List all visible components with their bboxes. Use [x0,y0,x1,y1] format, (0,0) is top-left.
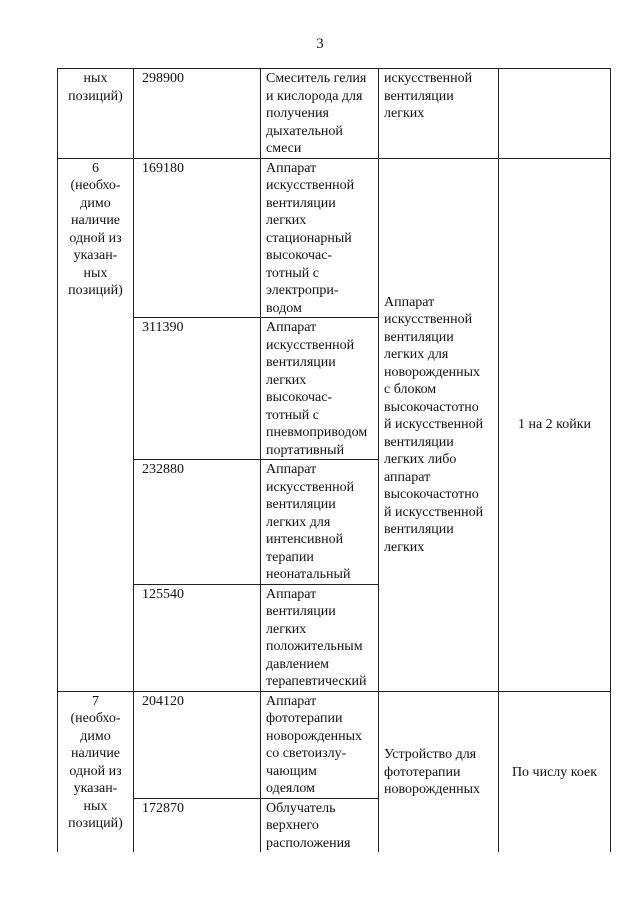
norm-cell [499,69,611,159]
table-row [58,158,611,318]
name-cell: Аппарат искусственной вентиляции легких для интенсивной терапии неонатальный [261,460,379,585]
equipment-table [57,68,611,852]
group-cell: 6 (необхо- димо наличие одной из указан- ных позиций) [58,158,134,691]
norm-cell: 1 на 2 койки [499,158,611,691]
code-cell: 125540 [134,584,261,691]
code-cell: 169180 [134,158,261,318]
type-cell: Устройство для фототерапии новорожденных [379,691,499,852]
code-cell: 232880 [134,460,261,585]
type-cell: Аппарат искусственной вентиляции легких для новорожденных с блоком высокочастотно й искусственной вентиляции легких либо аппарат высокочастотно й искусственной вентиляции легких [379,158,499,691]
table-row [58,691,611,798]
name-cell: Аппарат искусственной вентиляции легких высокочас- тотный с пневмоприводом портативный [261,318,379,460]
code-cell: 172870 [134,798,261,852]
name-cell: Облучатель верхнего расположения [261,798,379,852]
code-cell: 298900 [134,69,261,159]
name-cell: Аппарат искусственной вентиляции легких стационарный высокочас- тотный с электропри- водом [261,158,379,318]
code-cell: 311390 [134,318,261,460]
group-cell: ных позиций) [58,69,134,159]
table-row [58,69,611,159]
norm-cell: По числу коек [499,691,611,852]
name-cell: Аппарат фототерапии новорожденных со светоизлу- чающим одеялом [261,691,379,798]
code-cell: 204120 [134,691,261,798]
page-number: 3 [316,36,324,52]
name-cell: Смеситель гелия и кислорода для получения дыхательной смеси [261,69,379,159]
type-cell: искусственной вентиляции легких [379,69,499,159]
group-cell: 7 (необхо- димо наличие одной из указан- ных позиций) [58,691,134,852]
name-cell: Аппарат вентиляции легких положительным давлением терапевтический [261,584,379,691]
